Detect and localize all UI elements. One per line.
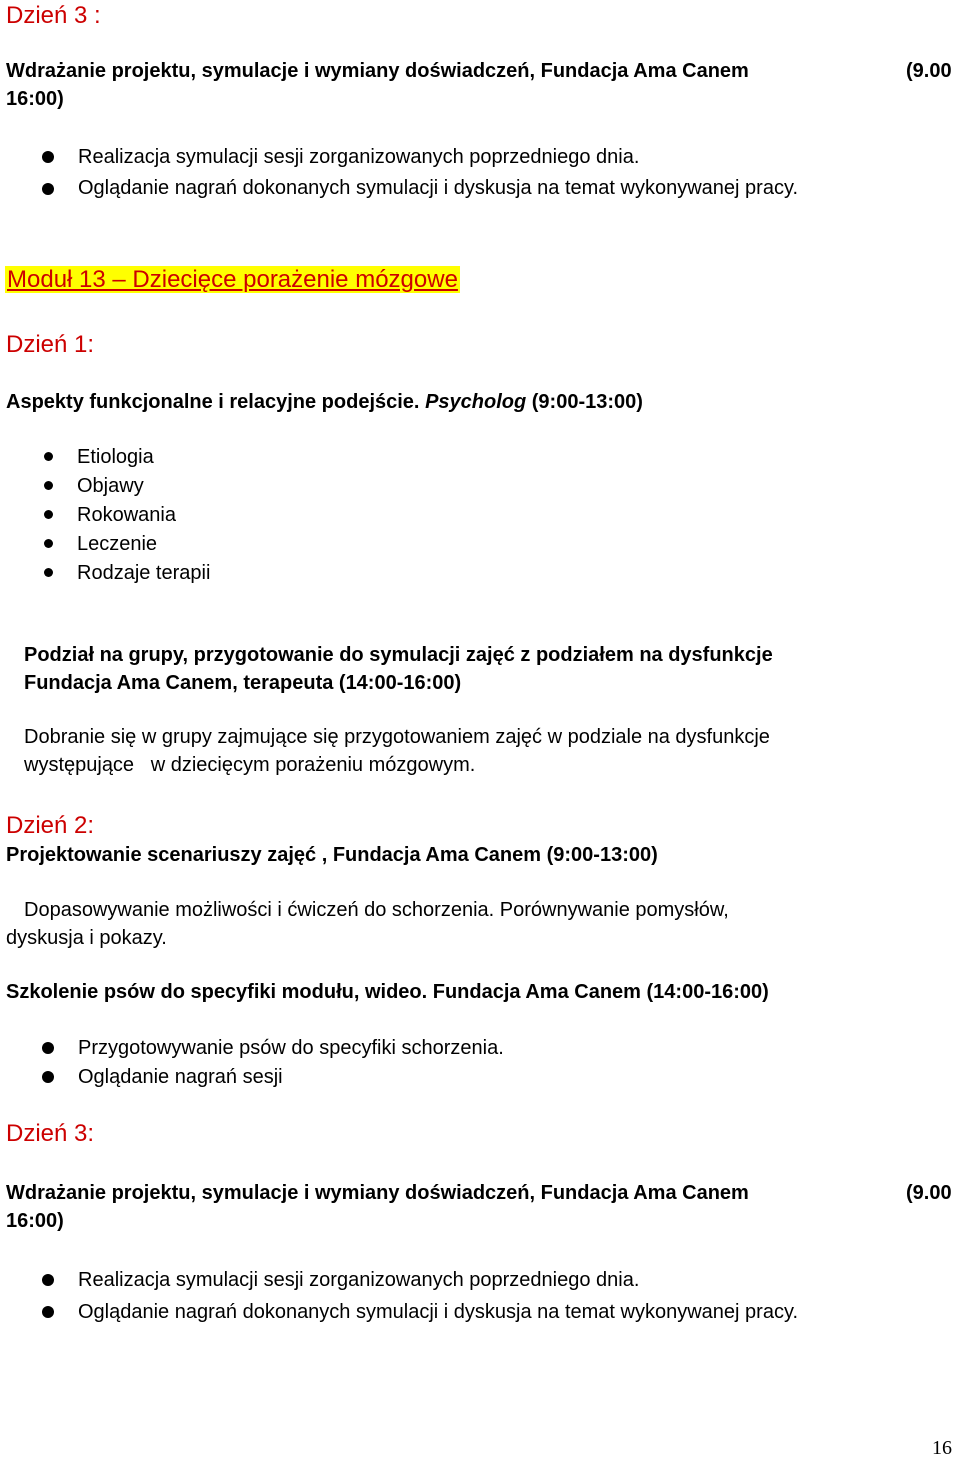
day2-title-time: (9:00-13:00) [546, 844, 658, 866]
bullet-icon [44, 539, 53, 548]
day3-title-time-2: 16:00) [6, 1210, 64, 1232]
top-title-time-1: (9.00 [906, 60, 952, 82]
top-bullet-2: Oglądanie nagrań dokonanych symulacji i dyskusja na temat wykonywanej pracy. [78, 177, 799, 199]
day1-title [6, 390, 643, 414]
bullet-icon [42, 1274, 54, 1286]
bullet-icon [42, 183, 54, 195]
day1-heading: Dzień 1: [6, 331, 95, 358]
day1-groups-text-2: występujące w dziecięcym porażeniu mózgowym. [24, 754, 476, 776]
day3-heading: Dzień 3: [6, 1120, 95, 1147]
day1-groups-title-2: Fundacja Ama Canem, terapeuta (14:00-16:00) [24, 672, 462, 694]
day3-title: Wdrażanie projektu, symulacje i wymiany doświadczeń, Fundacja Ama Canem [6, 1182, 749, 1204]
day2-heading: Dzień 2: [6, 812, 95, 839]
day2-title [6, 843, 658, 867]
module-title [5, 266, 460, 294]
top-day-heading: Dzień 3 : [6, 2, 101, 29]
day1-bullet-4: Leczenie [77, 533, 158, 555]
page-number: 16 [932, 1437, 952, 1459]
day2-training-title [6, 980, 769, 1004]
day1-title-italic: Psycholog [425, 391, 527, 413]
day2-text-2: dyskusja i pokazy. [6, 927, 167, 949]
bullet-icon [44, 568, 53, 577]
day1-title-bold: Aspekty funkcjonalne i relacyjne podejście. [6, 391, 420, 413]
bullet-icon [42, 1071, 54, 1083]
module-title-text: Moduł 13 – Dziecięce porażenie mózgowe [7, 266, 458, 293]
day2-bullet-1: Przygotowywanie psów do specyfiki schorzenia. [78, 1037, 504, 1059]
bullet-icon [42, 1042, 54, 1054]
bullet-icon [42, 1306, 54, 1318]
day1-bullet-5: Rodzaje terapii [77, 562, 211, 584]
day3-title-time-1: (9.00 [906, 1182, 952, 1204]
bullet-icon [44, 510, 53, 519]
day2-training-time: (14:00-16:00) [646, 981, 769, 1003]
day1-bullet-1: Etiologia [77, 446, 154, 468]
bullet-icon [44, 481, 53, 490]
day2-title-bold: Projektowanie scenariuszy zajęć , Fundacja Ama Canem [6, 844, 542, 866]
day1-title-time: (9:00-13:00) [531, 391, 643, 413]
top-title-time-2: 16:00) [6, 88, 64, 110]
day1-bullet-3: Rokowania [77, 504, 176, 526]
day1-bullet-2: Objawy [77, 475, 144, 497]
top-bullet-1: Realizacja symulacji sesji zorganizowanych poprzedniego dnia. [78, 146, 640, 168]
day3-bullet-1: Realizacja symulacji sesji zorganizowanych poprzedniego dnia. [78, 1269, 640, 1291]
day1-groups-text-1: Dobranie się w grupy zajmujące się przygotowaniem zajęć w podziale na dysfunkcje [24, 726, 770, 748]
bullet-icon [44, 452, 53, 461]
day1-groups-title-1: Podział na grupy, przygotowanie do symulacji zajęć z podziałem na dysfunkcje [24, 644, 773, 666]
day2-bullet-2: Oglądanie nagrań sesji [78, 1066, 283, 1088]
bullet-icon [42, 151, 54, 163]
day3-bullet-2: Oglądanie nagrań dokonanych symulacji i dyskusja na temat wykonywanej pracy. [78, 1301, 799, 1323]
day2-training-title-text: Szkolenie psów do specyfiki modułu, wideo. [6, 981, 428, 1003]
day2-training-org: Fundacja Ama Canem [432, 981, 641, 1003]
top-title: Wdrażanie projektu, symulacje i wymiany doświadczeń, Fundacja Ama Canem [6, 60, 749, 82]
day2-text-1: Dopasowywanie możliwości i ćwiczeń do schorzenia. Porównywanie pomysłów, [24, 899, 729, 921]
